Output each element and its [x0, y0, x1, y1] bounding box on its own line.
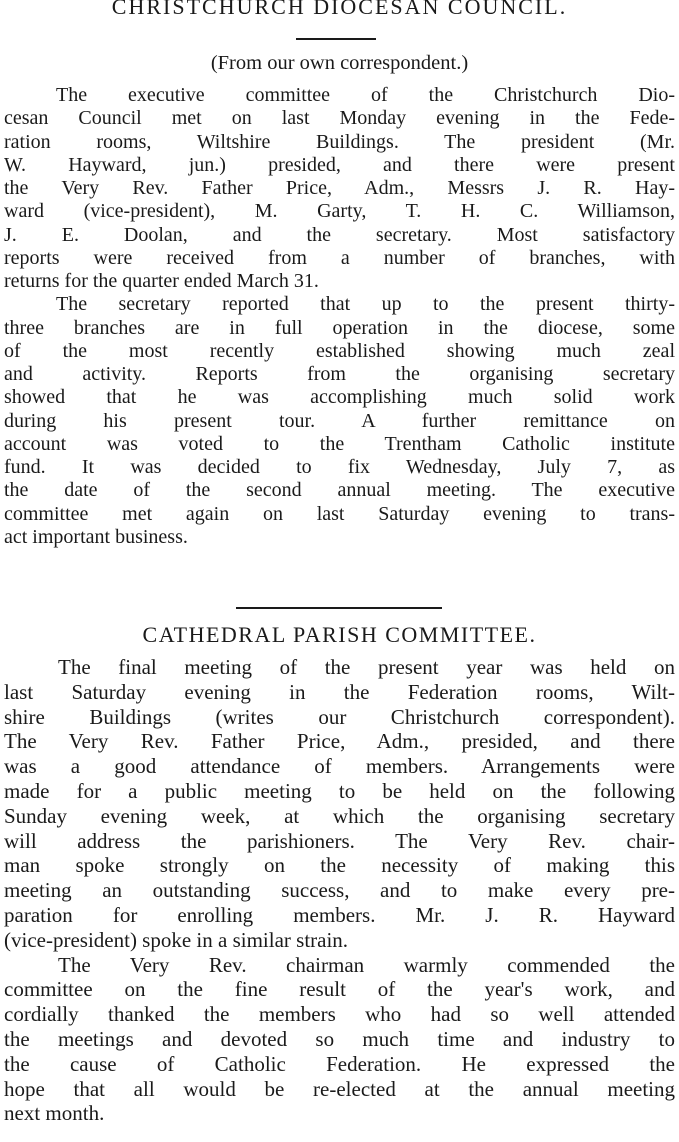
text-line: during his present tour. A further remittance on [4, 409, 675, 432]
text-line: The Very Rev. Father Price, Adm., presided, and there [4, 729, 675, 754]
text-line: committee on the fine result of the year's work, and [4, 977, 675, 1002]
text-line: The secretary reported that up to the present thirty- [56, 293, 675, 316]
text-line: the Very Rev. Father Price, Adm., Messrs J. R. Hay- [4, 177, 675, 199]
text-line: J. E. Doolan, and the secretary. Most satisfactory [4, 223, 675, 246]
text-line: returns for the quarter ended March 31. [4, 270, 319, 292]
article-body-diocesan-council [0, 84, 679, 549]
text-line: was a good attendance of members. Arrangements were [4, 754, 675, 779]
text-line: of the most recently established showing much zeal [4, 339, 675, 362]
text-line: the meetings and devoted so much time and industry to [4, 1026, 675, 1051]
text-line: cordially thanked the members who had so well attended [4, 1002, 675, 1027]
text-line: and activity. Reports from the organising secretary [4, 363, 675, 385]
text-line: cesan Council met on last Monday evening in the Fede- [4, 107, 675, 130]
text-line: account was voted to the Trentham Catholic institute [4, 432, 675, 455]
text-line: shire Buildings (writes our Christchurch correspondent). [4, 704, 675, 729]
section-divider-rule [236, 607, 442, 609]
text-line: Sunday evening week, at which the organising secretary [4, 803, 675, 828]
text-line: W. Hayward, jun.) presided, and there were present [4, 153, 675, 176]
text-line: the date of the second annual meeting. The executive [4, 479, 675, 502]
text-line: committee met again on last Saturday evening to trans- [4, 502, 675, 525]
text-line: meeting an outstanding success, and to make every pre- [4, 878, 675, 903]
text-line: ward (vice-president), M. Garty, T. H. C. Williamson, [4, 200, 675, 223]
article-title-diocesan-council: CHRISTCHURCH DIOCESAN COUNCIL. [111, 0, 568, 19]
text-line: paration for enrolling members. Mr. J. R. Hayward [4, 902, 675, 927]
text-line: ration rooms, Wiltshire Buildings. The president (Mr. [4, 130, 675, 153]
text-line: reports were received from a number of branches, with [4, 246, 675, 269]
text-line: The executive committee of the Christchurch Dio- [56, 84, 675, 106]
text-line: The Very Rev. chairman warmly commended the [58, 952, 675, 977]
text-line: will address the parishioners. The Very Rev. chair- [4, 828, 675, 853]
text-line: hope that all would be re-elected at the annual meeting [4, 1076, 675, 1101]
text-line: next month. [4, 1101, 105, 1126]
text-line: act important business. [4, 525, 188, 548]
text-line: made for a public meeting to be held on the following [4, 778, 675, 803]
article-title-cathedral-parish: CATHEDRAL PARISH COMMITTEE. [142, 622, 537, 647]
text-line: The final meeting of the present year was held on [58, 655, 675, 679]
text-line: last Saturday evening in the Federation rooms, Wilt- [4, 679, 675, 704]
text-line: three branches are in full operation in the diocese, some [4, 316, 675, 339]
text-line: showed that he was accomplishing much solid work [4, 386, 675, 409]
text-line: man spoke strongly on the necessity of making this [4, 853, 675, 878]
article-byline: (From our own correspondent.) [210, 52, 469, 74]
article-body-cathedral-parish [0, 655, 679, 1126]
text-line: fund. It was decided to fix Wednesday, July 7, as [4, 456, 675, 478]
text-line: (vice-president) spoke in a similar strain. [4, 927, 349, 952]
title-divider-rule [296, 38, 376, 40]
text-line: the cause of Catholic Federation. He expressed the [4, 1051, 675, 1076]
